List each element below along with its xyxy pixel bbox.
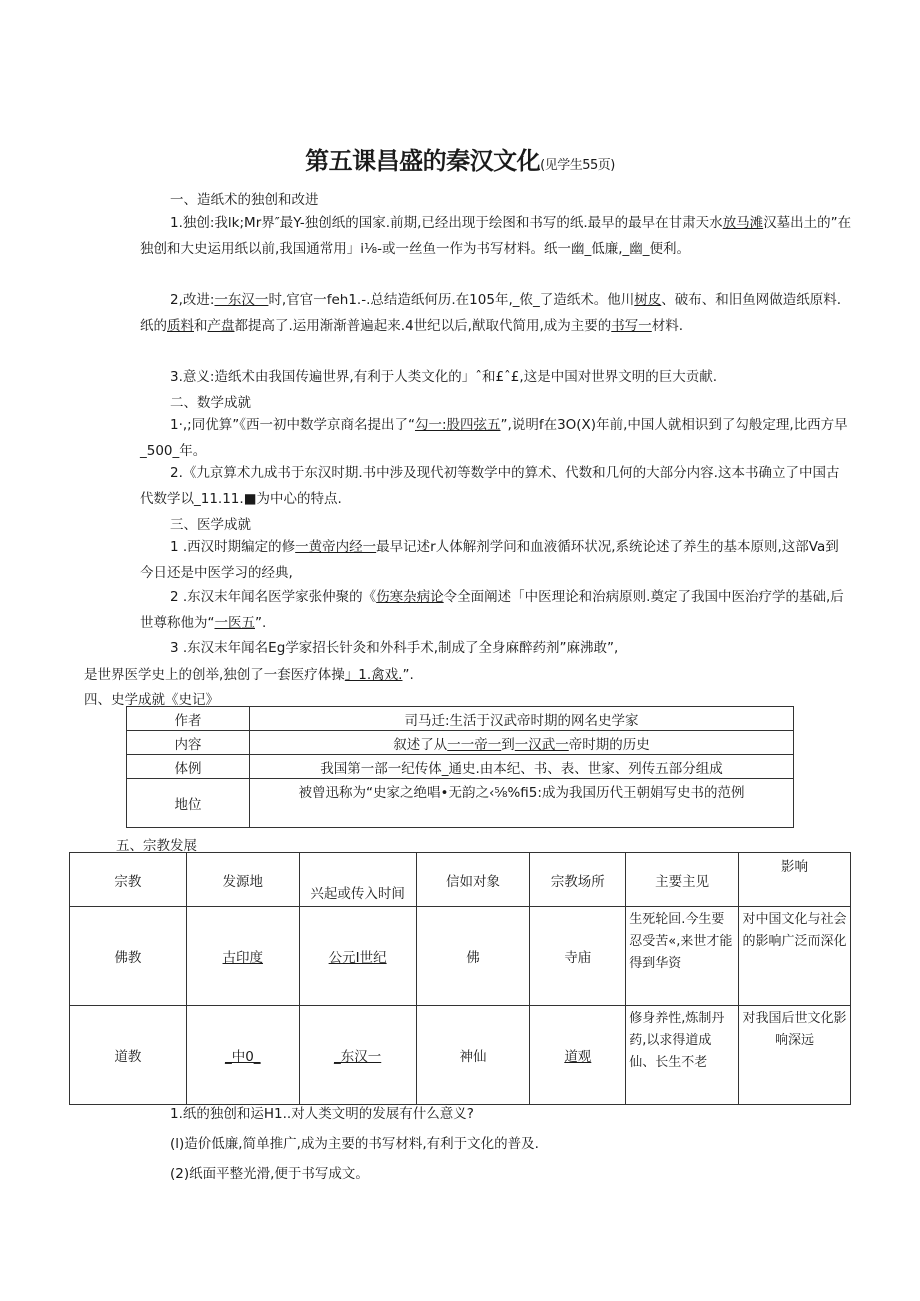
table-cell: 道观 [530,1006,626,1105]
table-cell: 神仙 [416,1006,530,1105]
table-cell: _中0_ [186,1006,299,1105]
table-cell: 佛教 [70,907,187,1006]
table-row [70,1006,851,1105]
table-cell-label: 作者 [127,707,250,731]
table-row [127,731,794,755]
shiji-table [126,706,794,828]
table-cell-label: 地位 [127,779,250,828]
column-header: 影响 [739,853,851,907]
paragraph-huangdi: 1 .西汉时期编定的修一黄帝内经一最早记述r人体解剂学问和血液循环状况,系统论述了养生的基本原则,这部Va到今日还是中医学习的经典, [140,539,839,581]
table-cell-value: 被曾迅称为“史家之绝唱•无韵之‹⅝%fi5:成为我国历代王朝娟写史书的范例 [250,779,794,828]
table-cell: _东汉一 [299,1006,416,1105]
section-heading-math: 二、数学成就 [170,395,251,411]
column-header: 主要主见 [626,853,739,907]
paragraph-significance: 3.意义:造纸术由我国传遍世界,有利于人类文化的」ˆ和£ˆ£,这是中国对世界文明的巨大贡献. [170,369,717,385]
paragraph-gougu: 1·,;同优算”《西一初中数学京商名提出了“勾一:股四弦五”,说明f在3O(X)年前,中国人就相识到了勾般定理,比西方早_500_年。 [140,417,848,459]
table-cell: 道教 [70,1006,187,1105]
paragraph-huatuo-line1: 3 .东汉末年闻名Eg学家招长针灸和外科手术,制成了全身麻醉药剂”麻沸敢”, [170,640,619,656]
section-heading-medicine: 三、医学成就 [170,517,251,533]
table-row [70,907,851,1006]
column-header: 信如对象 [416,853,530,907]
table-row [127,755,794,779]
table-cell: 古印度 [186,907,299,1006]
table-cell: 修身养性,炼制丹药,以求得道成仙、长生不老 [626,1006,739,1105]
table-row [127,707,794,731]
table-header-row [70,853,851,907]
column-header: 发源地 [186,853,299,907]
section-heading-religion: 五、宗教发展 [116,838,197,854]
section-heading-papermaking: 一、造纸术的独创和改进 [170,192,319,208]
table-cell: 对中国文化与社会的影响广泛而深化 [739,907,851,1006]
question: 1.纸的独创和运H1..对人类文明的发展有什么意义? [170,1106,474,1122]
title-sub: (见学生55页) [540,158,615,173]
paragraph-improvement: 2,改进:一东汉一时,官官一feh1.-.总结造纸何历.在105年,_侬_了造纸术。他川树皮、破布、和旧鱼网做造纸原料.纸的质料和产盘都提高了.运用渐渐普遍起来.4世纪以后,猷取代简用,成为主要的书写一材料. [140,292,842,334]
page-title [0,141,920,176]
table-cell-value: 我国第一部一纪传体_通史.由本纪、书、表、世家、列传五部分组成 [250,755,794,779]
paragraph-zhangzhongjing: 2 .东汉末年闻名医学家张仲聚的《伤寒杂病论令全面阐述「中医理论和治病原则.奠定了我国中医治疗学的基础,后世尊称他为“一医五”. [140,589,844,631]
table-cell: 寺庙 [530,907,626,1006]
table-cell: 公元I世纪 [299,907,416,1006]
title-main: 第五课昌盛的秦汉文化 [305,147,541,175]
table-cell-value: 司马迁:生活于汉武帝时期的网名史学家 [250,707,794,731]
table-cell-value: 叙述了从一一帝一到一汉武一帝时期的历史 [250,731,794,755]
religion-table [69,852,851,1105]
column-header: 宗教场所 [530,853,626,907]
paragraph-invention: 1.独创:我lk;Mr界″最Y-独创纸的国家.前期,已经出现于绘图和书写的纸.最早的最早在甘肃天水放马滩汉墓出土的”在独创和大史运用纸以前,我国通常用」i⅛-或一丝鱼一作为书写材料。纸一幽_低廉,_幽_便利。 [140,215,852,257]
answer-2: (2)纸面平整光滑,便于书写成文。 [170,1166,369,1182]
table-cell: 对我国后世文化影响深远 [739,1006,851,1105]
paragraph-huatuo-line2: 是世界医学史上的创举,独创了一套医疗体操」1.禽戏.”. [84,667,414,683]
column-header: 宗教 [70,853,187,907]
table-cell: 佛 [416,907,530,1006]
table-cell: 生死轮回.今生要忍受苦«,来世才能得到华资 [626,907,739,1006]
section-heading-history: 四、史学成就《史记》 [84,692,219,708]
answer-1: (l)造价低廉,简单推广,成为主要的书写材料,有利于文化的普及. [170,1136,539,1152]
table-row [127,779,794,828]
table-cell-label: 内容 [127,731,250,755]
column-header: 兴起或传入时间 [299,853,416,907]
paragraph-jiuzhang: 2.《九京算术九成书于东汉时期.书中涉及现代初等数学中的算术、代数和几何的大部分内容.这本书确立了中国古代数学以_11.11.■为中心的特点. [140,465,840,507]
table-cell-label: 体例 [127,755,250,779]
